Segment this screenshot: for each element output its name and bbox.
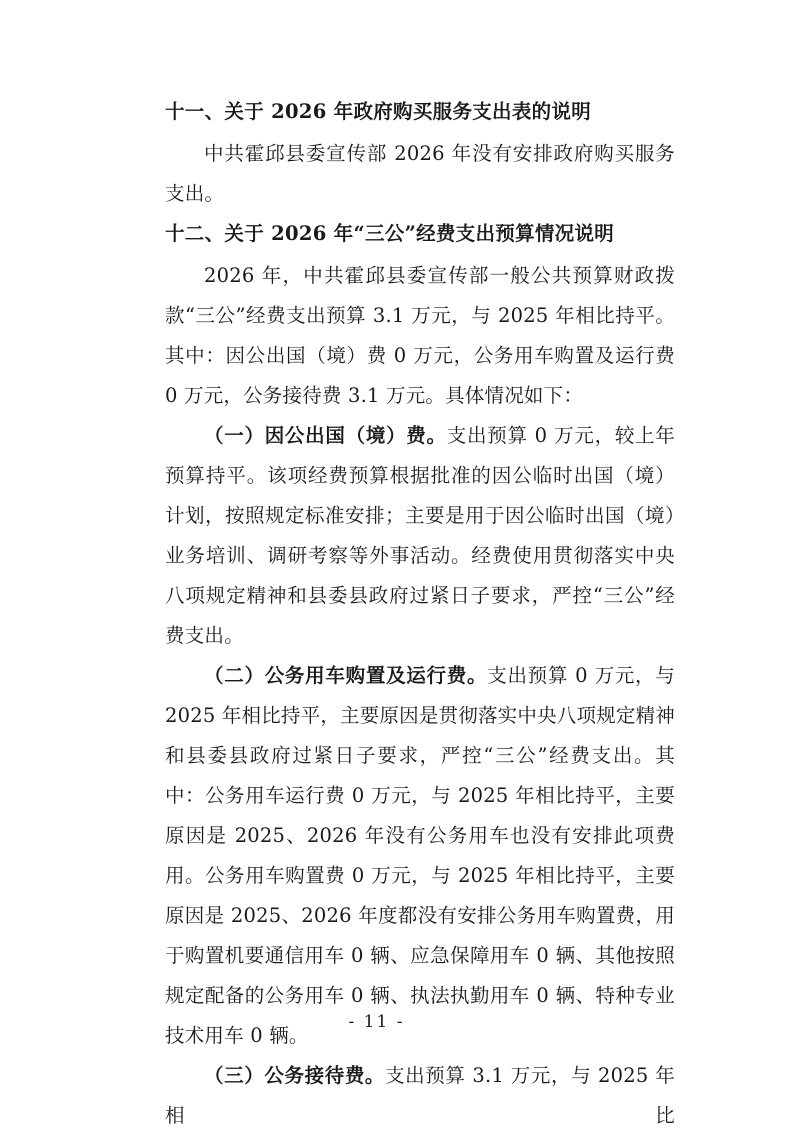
subsection-2-block <box>165 656 675 1056</box>
subsection-3-lead: （三）公务接待费。 <box>204 1064 386 1087</box>
subsection-1-block <box>165 416 675 656</box>
subsection-1-text: 支出预算 0 万元，较上年预算持平。该项经费预算根据批准的因公临时出国（境）计划，按照规定标准安排；主要是用于因公临时出国（境）业务培训、调研考察等外事活动。经费使用贯彻落实中央八项规定精神和县委县政府过紧日子要求，严控“三公”经费支出。 <box>165 424 675 647</box>
subsection-1-lead: （一）因公出国（境）费。 <box>204 424 447 447</box>
subsection-1-paragraph <box>165 416 675 656</box>
document-body <box>165 92 675 1136</box>
subsection-3-paragraph <box>165 1056 675 1136</box>
section-12-heading: 十二、关于 2026 年“三公”经费支出预算情况说明 <box>165 222 615 245</box>
subsection-2-lead: （二）公务用车购置及运行费。 <box>204 664 488 687</box>
section-11-heading: 十一、关于 2026 年政府购买服务支出表的说明 <box>165 100 592 123</box>
section-11-paragraph-1: 中共霍邱县委宣传部 2026 年没有安排政府购买服务支出。 <box>165 142 675 205</box>
section-11-block <box>165 92 675 214</box>
subsection-2-paragraph <box>165 656 675 1056</box>
section-12-block <box>165 214 675 416</box>
subsection-3-block <box>165 1056 675 1136</box>
page-number: - 11 - <box>348 1012 405 1032</box>
section-12-paragraph-1: 2026 年，中共霍邱县委宣传部一般公共预算财政拨款“三公”经费支出预算 3.1 万元，与 2025 年相比持平。其中：因公出国（境）费 0 万元，公务用车购置及运行费 0 万元，公务接待费 3.1 万元。具体情况如下： <box>165 264 675 407</box>
subsection-3-text: 支出预算 3.1 万元，与 2025 年相比 <box>165 1064 675 1127</box>
subsection-2-text: 支出预算 0 万元，与 2025 年相比持平，主要原因是贯彻落实中央八项规定精神和县委县政府过紧日子要求，严控“三公”经费支出。其中：公务用车运行费 0 万元，与 2025 年相比持平，主要原因是 2025、2026 年没有公务用车也没有安排此项费用。公务用车购置费 0 万元，与 2025 年相比持平，主要原因是 2025、2026 年度都没有安排公务用车购置费，用于购置机要通信用车 0 辆、应急保障用车 0 辆、其他按照规定配备的公务用车 0 辆、执法执勤用车 0 辆、特种专业技术用车 0 辆。 <box>165 664 675 1047</box>
